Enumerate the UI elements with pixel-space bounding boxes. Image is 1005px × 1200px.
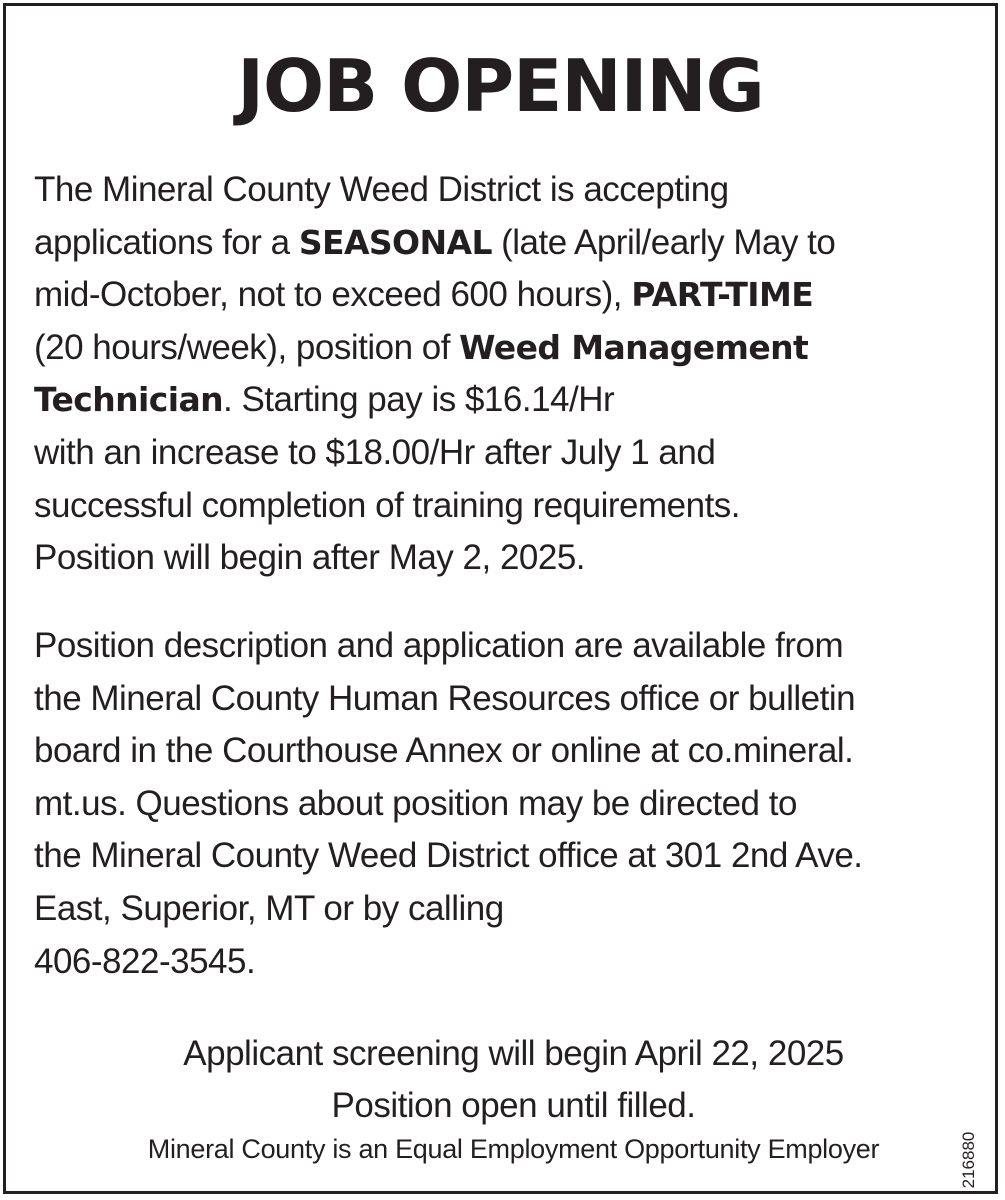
text-run: with an increase to $18.00/Hr after July 1 and: [34, 432, 716, 472]
text-line: [34, 427, 985, 480]
text-line: [34, 269, 985, 322]
text-line: [34, 374, 985, 427]
bold-text: Technician: [34, 380, 224, 420]
text-run: Position will begin after May 2, 2025.: [34, 538, 586, 578]
text-line: [34, 778, 985, 831]
bold-text: Weed Management: [459, 327, 809, 367]
text-run: East, Superior, MT or by calling: [34, 888, 504, 928]
text-line: [34, 620, 985, 673]
text-run: Position description and application are available from: [34, 626, 844, 665]
text-line: [34, 936, 985, 989]
text-run: the Mineral County Weed District office at 301 2nd Ave.: [34, 836, 863, 876]
text-run: . Starting pay is $16.14/Hr: [223, 380, 615, 420]
screening-date-text: Applicant screening will begin April 22, 2025: [183, 1034, 844, 1073]
text-line: [34, 480, 985, 533]
text-run: the Mineral County Human Resources office or bulletin: [34, 678, 856, 718]
text-run: board in the Courthouse Annex or online at co.mineral.: [34, 731, 854, 771]
text-run: successful completion of training requirements.: [34, 485, 741, 525]
text-line: [34, 532, 985, 585]
open-until-filled-text: Position open until filled.: [331, 1086, 696, 1125]
ad-border: [3, 3, 998, 1194]
text-run: mt.us. Questions about position may be directed to: [34, 783, 797, 823]
bold-text: PART-TIME: [631, 275, 814, 315]
application-info-paragraph: [34, 620, 985, 988]
eeo-statement: Mineral County is an Equal Employment Opportunity Employer: [147, 1134, 880, 1164]
text-run: (late April/early May to: [491, 222, 836, 262]
text-run: 406-822-3545.: [34, 941, 256, 981]
ad-number: 216880: [959, 1131, 978, 1189]
bold-text: SEASONAL: [298, 222, 492, 262]
text-line: [34, 883, 985, 936]
text-line: [34, 217, 985, 270]
text-line: [34, 322, 985, 375]
text-line: [34, 673, 985, 726]
text-run: applications for a: [34, 222, 299, 262]
text-line: [34, 164, 985, 217]
page-title: JOB OPENING: [237, 44, 764, 128]
text-run: The Mineral County Weed District is accepting: [34, 170, 729, 209]
text-run: mid-October, not to exceed 600 hours),: [34, 275, 632, 315]
text-line: [34, 830, 985, 883]
text-run: (20 hours/week), position of: [34, 327, 460, 367]
job-description-paragraph: [34, 164, 985, 585]
text-line: [34, 725, 985, 778]
